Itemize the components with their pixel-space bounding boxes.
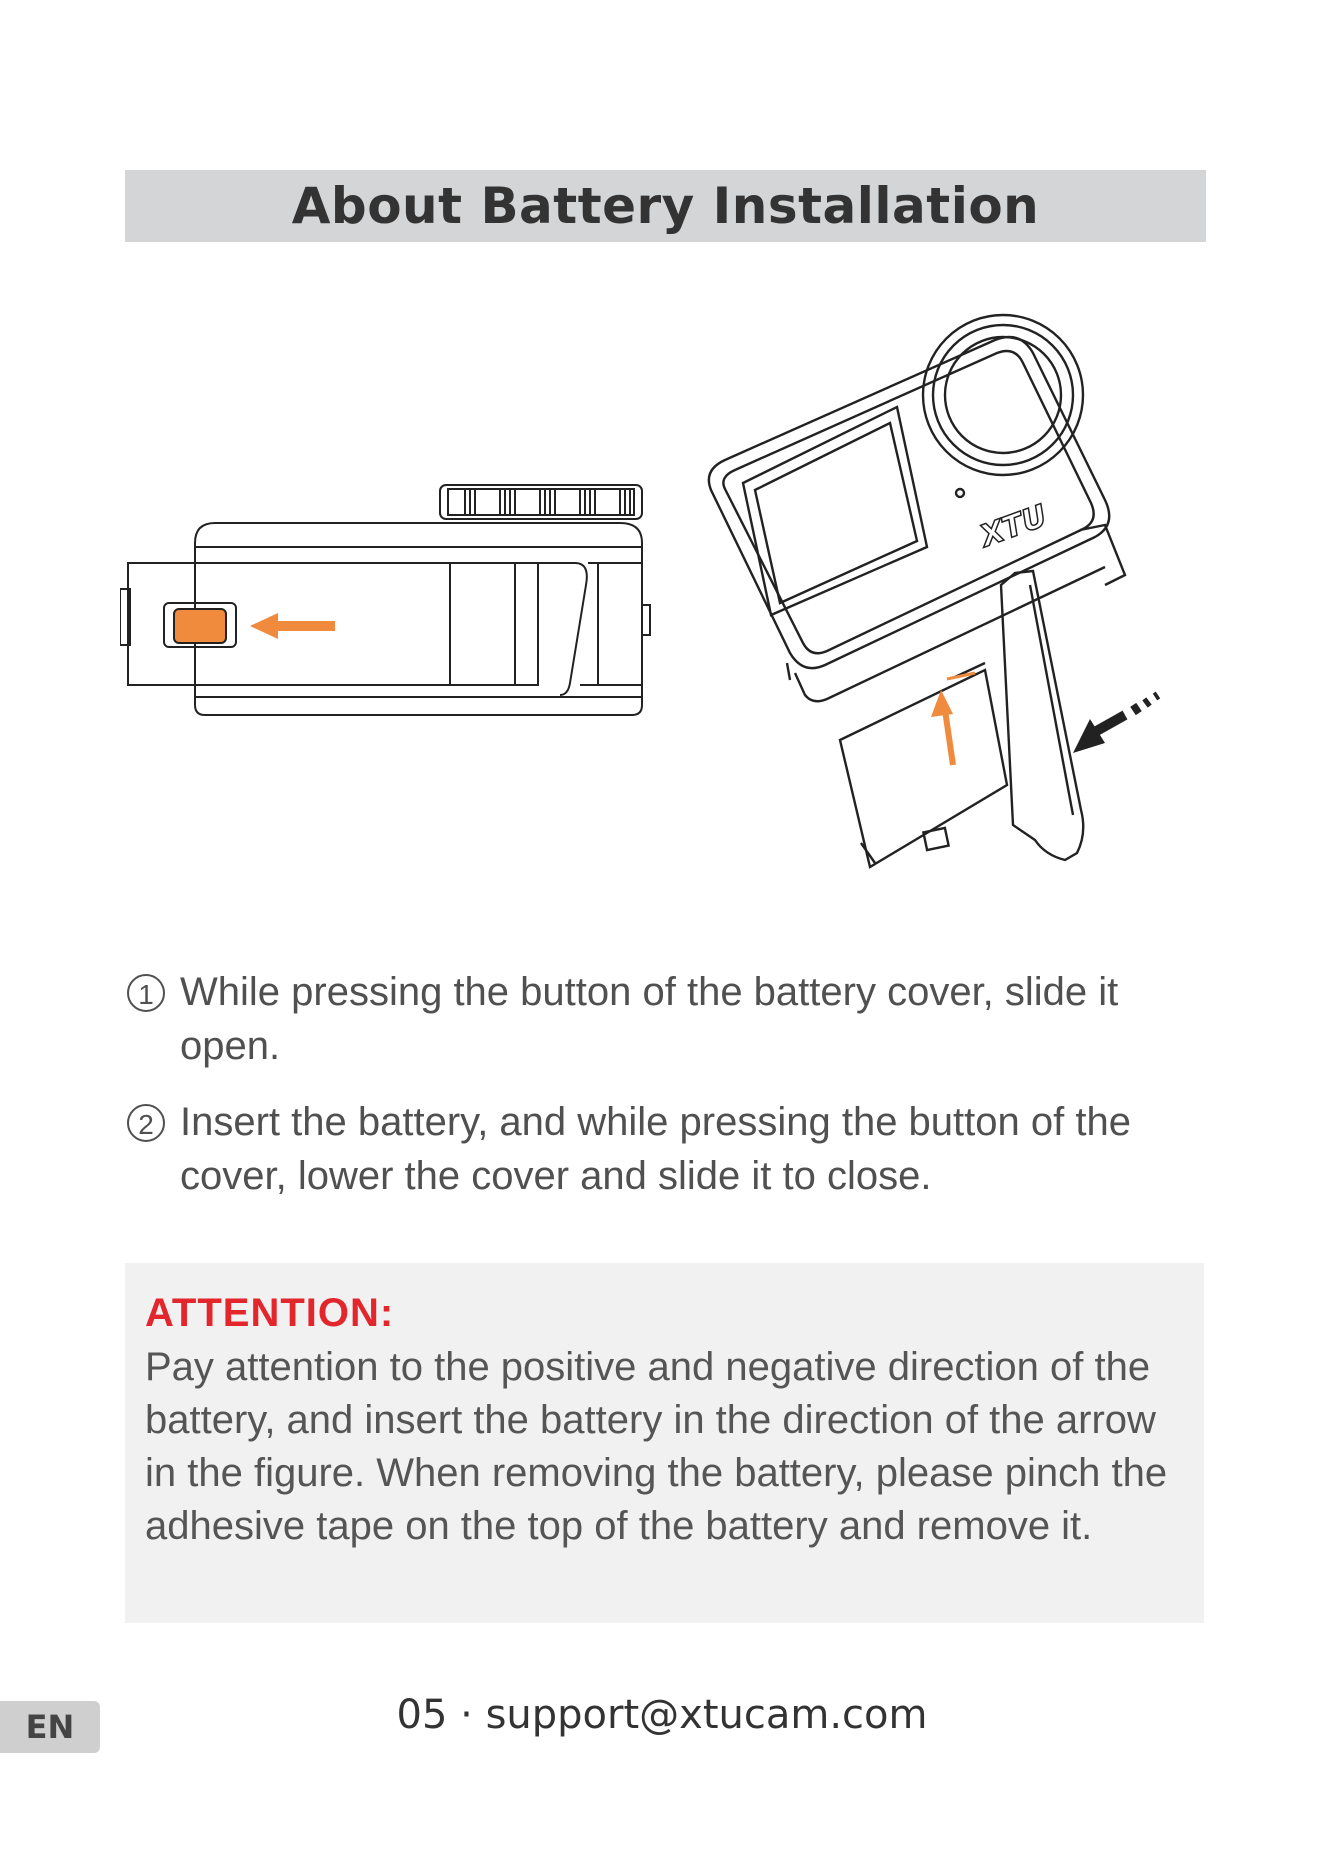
brand-label: XTU <box>975 498 1052 555</box>
press-arrow-icon <box>1073 695 1158 753</box>
insert-arrow-icon <box>931 690 953 765</box>
step-number: 2 <box>127 1104 165 1142</box>
camera-open-cover-icon <box>685 285 1245 885</box>
step-number: 1 <box>127 974 165 1012</box>
attention-box <box>125 1263 1204 1623</box>
language-tab: EN <box>0 1701 100 1753</box>
step-text: While pressing the button of the battery cover, slide it open. <box>180 970 1119 1068</box>
step-2 <box>125 1095 1225 1203</box>
steps-list <box>125 965 1225 1225</box>
page-footer: 05 · support@xtucam.com <box>396 1692 928 1738</box>
attention-heading: ATTENTION: <box>145 1291 395 1335</box>
attention-body: Pay attention to the positive and negative direction of the battery, and insert the battery in the direction of the arrow in the figure. When removing the battery, please pinch the adhesive tape on the top of the battery and remove it. <box>145 1345 1168 1548</box>
title-bar <box>125 170 1206 242</box>
slide-arrow-icon <box>250 613 335 639</box>
page-title: About Battery Installation <box>291 177 1040 235</box>
step-text: Insert the battery, and while pressing the button of the cover, lower the cover and slide it to close. <box>180 1100 1131 1198</box>
camera-side-view-icon <box>120 285 680 735</box>
step-1 <box>125 965 1225 1073</box>
battery-installation-figure <box>120 285 1240 885</box>
